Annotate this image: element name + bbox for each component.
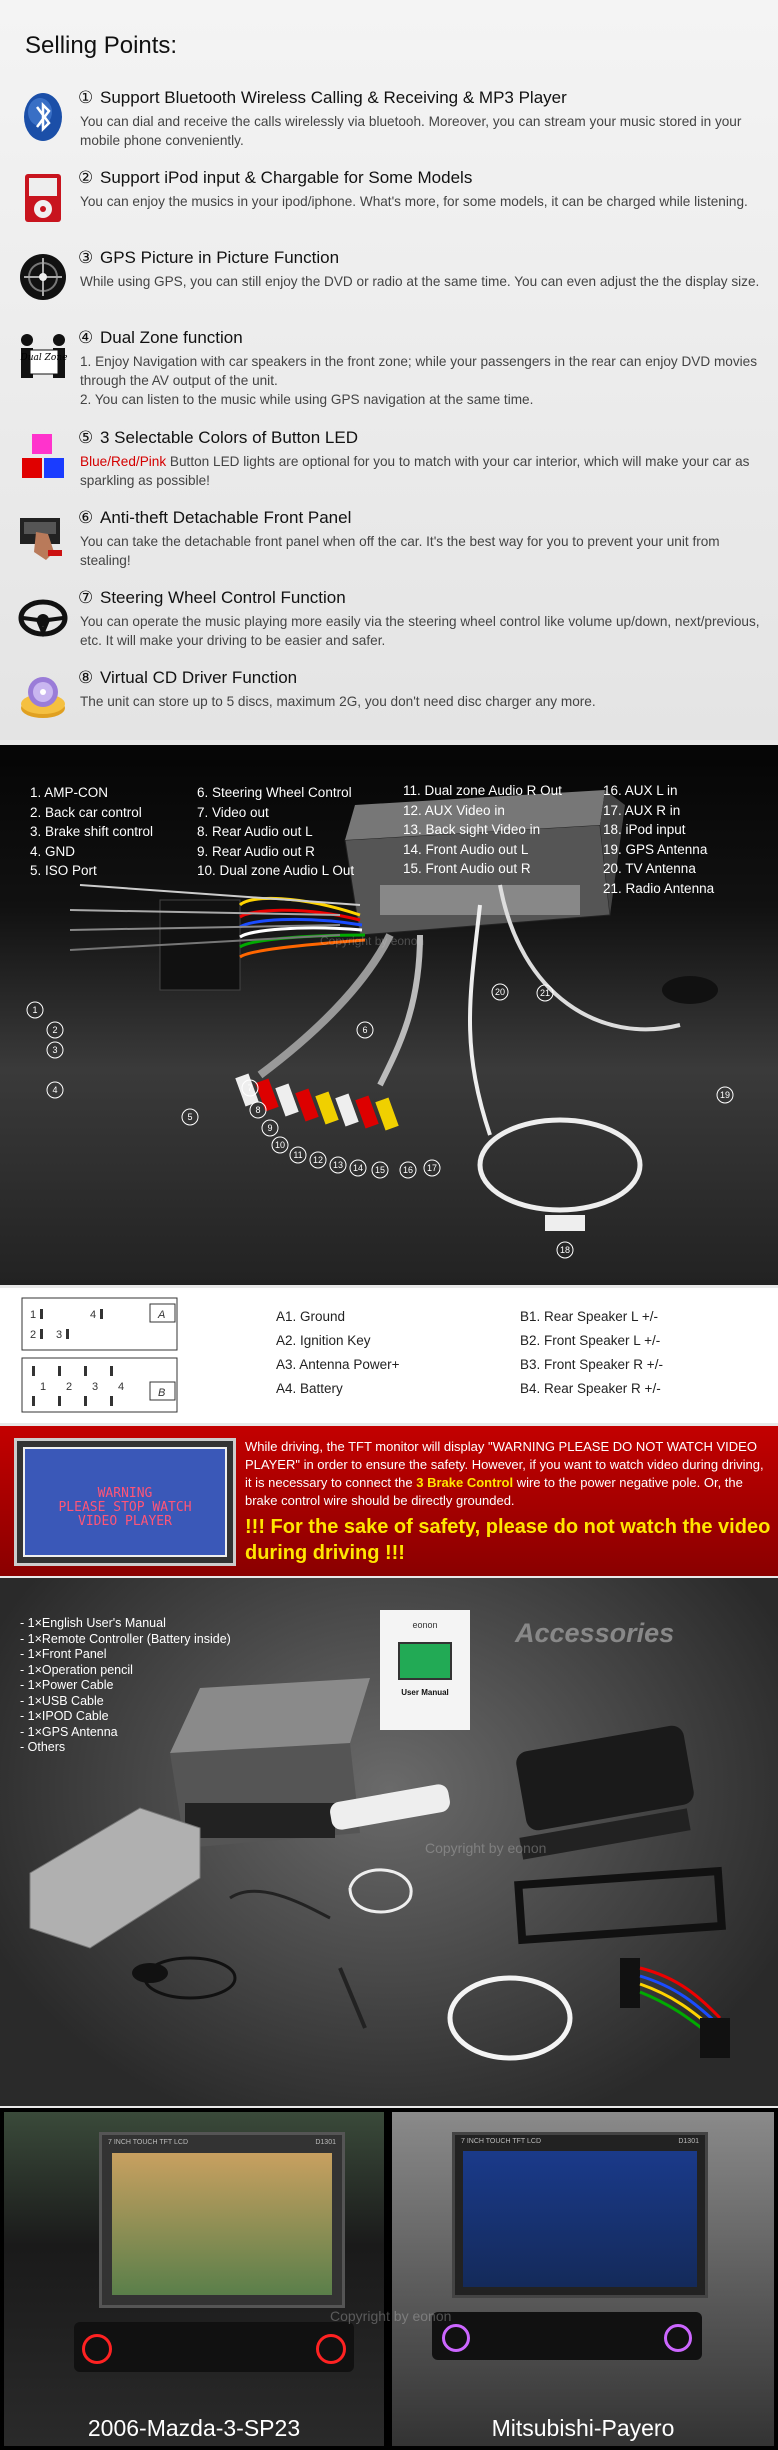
callout-20: 20 xyxy=(494,987,506,997)
selling-point-desc: You can take the detachable front panel when off the car. It's the best way for you to prevent your unit from stealing! xyxy=(80,534,720,568)
car-caption-mitsubishi: Mitsubishi-Payero xyxy=(491,2415,675,2441)
selling-point-title: ③ GPS Picture in Picture Function xyxy=(78,248,340,267)
driving-warning-section xyxy=(0,1426,778,1576)
selling-point-ipod xyxy=(18,168,763,238)
warning-description: While driving, the TFT monitor will display "WARNING PLEASE DO NOT WATCH VIDEO PLAYER" in order to ensure the safety. However, if you want to watch video during driving, it is necessary to connect the 3 Brake Control wire to the power negative pole. Or, the brake control wire should be directly grounded. xyxy=(245,1439,764,1508)
svg-text:1: 1 xyxy=(30,1309,37,1321)
svg-text:4: 4 xyxy=(118,1381,125,1393)
selling-point-title: ④ Dual Zone function xyxy=(78,328,243,347)
callout-19: 19 xyxy=(719,1090,731,1100)
car-photo-mitsubishi: 7 INCH TOUCH TFT LCD D1301 Mitsubishi-Payero xyxy=(392,2112,774,2446)
watermark: Copyright by eonon xyxy=(320,934,425,948)
gps-icon xyxy=(18,252,68,302)
svg-text:Dual Zone: Dual Zone xyxy=(20,353,68,363)
steering-wheel-icon xyxy=(18,592,68,642)
callout-4: 4 xyxy=(52,1085,58,1095)
warning-screen-text: WARNING PLEASE STOP WATCH VIDEO PLAYER xyxy=(58,1486,192,1529)
wiring-diagram-section xyxy=(0,745,778,1285)
selling-point-desc: You can dial and receive the calls wirelessly via bluetooh. Moreover, you can stream your music stored in your mobile phone conveniently. xyxy=(80,114,742,148)
detachable-panel-icon xyxy=(18,512,68,562)
accessories-list: - 1×English User's Manual - 1×Remote Controller (Battery inside) - 1×Front Panel - 1×Operation pencil - 1×Power Cable - 1×USB Cable - 1×IPOD Cable - 1×GPS Antenna - Others xyxy=(20,1616,231,1754)
selling-point-desc: You can operate the music playing more easily via the steering wheel control like volume up/down, next/previous, etc. It will make your driving to be easier and safer. xyxy=(80,614,760,648)
selling-point-title: ⑧ Virtual CD Driver Function xyxy=(78,668,298,687)
wiring-list-col2: 6. Steering Wheel Control 7. Video out 8. Rear Audio out L 9. Rear Audio out R 10. Dual zone Audio L Out xyxy=(197,785,355,878)
callout-2: 2 xyxy=(52,1025,58,1035)
user-manual-image: eonon User Manual xyxy=(380,1610,470,1730)
warning-headline: !!! For the sake of safety, please do not watch the video during driving !!! xyxy=(245,1516,771,1564)
callout-9: 9 xyxy=(267,1123,273,1133)
iso-connector-diagram xyxy=(20,1296,180,1414)
svg-text:3: 3 xyxy=(56,1329,63,1341)
iso-b-list: B1. Rear Speaker L +/- B2. Front Speaker L +/- B3. Front Speaker R +/- B4. Rear Speaker R +/- xyxy=(520,1309,663,1396)
accessories-illustration xyxy=(0,1578,778,2106)
svg-text:2: 2 xyxy=(30,1329,37,1341)
callout-18: 18 xyxy=(559,1245,571,1255)
selling-point-desc: You can enjoy the musics in your ipod/iphone. What's more, for some models, it can be charged while listening. xyxy=(80,194,748,209)
selling-point-title: ① Support Bluetooth Wireless Calling & Receiving & MP3 Player xyxy=(78,88,567,107)
callout-7: 7 xyxy=(247,1083,253,1093)
selling-point-bluetooth xyxy=(18,88,763,158)
selling-point-desc: 1. Enjoy Navigation with car speakers in the front zone; while your passengers in the rear can enjoy DVD movies through the AV output of the unit. 2. You can listen to the music while using GPS navigation at the same time. xyxy=(80,354,758,407)
svg-text:A: A xyxy=(158,1309,166,1321)
svg-text:3: 3 xyxy=(92,1381,99,1393)
watermark: Copyright by eonon xyxy=(425,1840,547,1856)
callout-8: 8 xyxy=(255,1105,261,1115)
selling-point-desc: Blue/Red/Pink Button LED lights are optional for you to match with your car interior, which will make your car as sparkling as possible! xyxy=(80,454,750,488)
callout-15: 15 xyxy=(374,1165,386,1175)
selling-point-title: ⑥ Anti-theft Detachable Front Panel xyxy=(78,508,352,527)
selling-point-desc: The unit can store up to 5 discs, maximum 2G, you don't need disc charger any more. xyxy=(80,694,596,709)
selling-point-title: ⑦ Steering Wheel Control Function xyxy=(78,588,346,607)
bluetooth-icon xyxy=(18,92,68,142)
selling-point-dual-zone xyxy=(18,328,763,408)
callout-21: 21 xyxy=(539,988,551,998)
wiring-list-col4: 16. AUX L in 17. AUX R in 18. iPod input 19. GPS Antenna 20. TV Antenna 21. Radio Antenna xyxy=(603,783,715,896)
watermark: Copyright by eonon xyxy=(330,2308,452,2324)
virtual-cd-icon xyxy=(18,672,68,722)
selling-point-steering-wheel xyxy=(18,588,763,658)
svg-text:4: 4 xyxy=(90,1309,97,1321)
led-colors-icon xyxy=(18,432,68,482)
svg-text:B: B xyxy=(158,1387,166,1399)
wiring-list-col1: 1. AMP-CON 2. Back car control 3. Brake shift control 4. GND 5. ISO Port xyxy=(30,785,154,878)
callout-12: 12 xyxy=(312,1155,324,1165)
wiring-list-col3: 11. Dual zone Audio R Out 12. AUX Video in 13. Back sight Video in 14. Front Audio out L 15. Front Audio out R xyxy=(403,783,562,876)
iso-connector-section xyxy=(0,1288,778,1423)
callout-1: 1 xyxy=(32,1005,38,1015)
callout-16: 16 xyxy=(402,1165,414,1175)
callout-5: 5 xyxy=(187,1112,193,1122)
car-photo-mazda: 7 INCH TOUCH TFT LCD D1301 2006-Mazda-3-SP23 xyxy=(4,2112,384,2446)
selling-point-anti-theft xyxy=(18,508,763,578)
callout-3: 3 xyxy=(52,1045,58,1055)
selling-point-title: ⑤ 3 Selectable Colors of Button LED xyxy=(78,428,358,447)
callout-11: 11 xyxy=(293,1150,303,1160)
ipod-icon xyxy=(18,172,68,222)
callout-17: 17 xyxy=(426,1163,438,1173)
selling-point-title: ② Support iPod input & Chargable for Some Models xyxy=(78,168,473,187)
callout-6: 6 xyxy=(362,1025,368,1035)
callout-10: 10 xyxy=(274,1140,286,1150)
iso-a-list: A1. Ground A2. Ignition Key A3. Antenna Power+ A4. Battery xyxy=(276,1309,400,1396)
dual-zone-icon xyxy=(18,332,68,387)
accessories-section xyxy=(0,1578,778,2106)
selling-point-gps xyxy=(18,248,763,318)
callout-14: 14 xyxy=(352,1163,364,1173)
selling-point-virtual-cd xyxy=(18,668,763,738)
selling-point-desc: While using GPS, you can still enjoy the DVD or radio at the same time. You can even adjust the the display size. xyxy=(80,274,760,289)
svg-text:1: 1 xyxy=(40,1381,47,1393)
selling-point-led-colors xyxy=(18,428,763,498)
car-install-section xyxy=(0,2108,778,2450)
car-caption-mazda: 2006-Mazda-3-SP23 xyxy=(87,2415,301,2441)
accessories-title: Accessories xyxy=(515,1618,675,1648)
selling-points-section xyxy=(0,0,778,740)
callout-13: 13 xyxy=(332,1160,344,1170)
warning-monitor-image xyxy=(14,1438,236,1566)
selling-points-title: Selling Points: xyxy=(25,32,178,59)
svg-text:2: 2 xyxy=(66,1381,73,1393)
